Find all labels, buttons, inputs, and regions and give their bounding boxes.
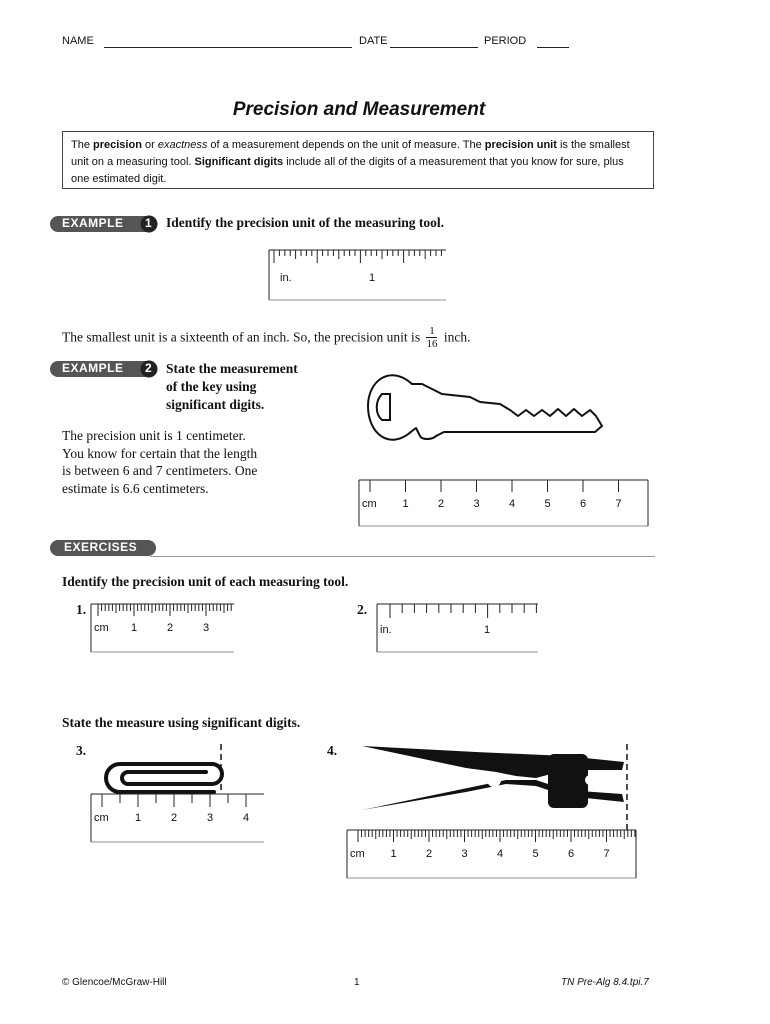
- ruler-label: 6: [580, 498, 587, 510]
- name-field[interactable]: [104, 47, 352, 48]
- ruler-label: 1: [131, 622, 138, 634]
- footer-code: TN Pre-Alg 8.4.tpi.7: [561, 977, 649, 988]
- footer-copyright: © Glencoe/McGraw-Hill: [62, 977, 167, 988]
- example-1-prompt: Identify the precision unit of the measuring tool.: [166, 215, 445, 230]
- ruler-label: 1: [390, 848, 397, 860]
- exercise-3-marker-line: [216, 744, 226, 794]
- date-field[interactable]: [390, 47, 478, 48]
- ruler-label: 7: [615, 498, 622, 510]
- exercise-4-number: 4.: [327, 743, 338, 758]
- fraction: $\frac{1}{16}$: [426, 325, 438, 350]
- page-title: Precision and Measurement: [232, 99, 486, 120]
- ruler-label: 4: [497, 848, 504, 860]
- period-label: PERIOD: [484, 35, 527, 47]
- exercises-divider: [150, 556, 655, 557]
- example-2-prompt: State the measurement of the key using significant digits.: [166, 361, 298, 412]
- ruler-label: 5: [532, 848, 539, 860]
- ruler-label: 3: [207, 812, 214, 824]
- ruler-label: 2: [167, 622, 174, 634]
- ruler-label: 1: [135, 812, 142, 824]
- exercise-2-number: 2.: [357, 602, 368, 617]
- exercises-section-2-heading: State the measure using significant digits.: [62, 715, 301, 730]
- ruler-label: 6: [568, 848, 575, 860]
- example-1-answer: The smallest unit is a sixteenth of an inch. So, the precision unit is $\frac{1}{16}$ inch.: [62, 325, 471, 350]
- exercise-4-marker-line: [622, 744, 632, 834]
- ruler-label: 1: [484, 624, 491, 636]
- exercise-2-ruler: [376, 602, 540, 654]
- ruler-label: 5: [544, 498, 551, 510]
- ruler-label: 2: [438, 498, 445, 510]
- ruler-label: 3: [461, 848, 468, 860]
- example-1-ruler-label: 1: [369, 272, 376, 284]
- exercise-4-ruler-unit: cm: [350, 848, 365, 860]
- exercise-3-number: 3.: [76, 743, 87, 758]
- footer-page-number: 1: [354, 977, 360, 988]
- exercise-2-ruler-unit: in.: [380, 624, 392, 636]
- example-1-ruler-unit: in.: [280, 272, 292, 284]
- paper-clip-icon: [100, 758, 228, 794]
- exercise-3-ruler-unit: cm: [94, 812, 109, 824]
- date-label: DATE: [359, 35, 388, 47]
- ruler-label: 4: [243, 812, 250, 824]
- ruler-label: 1: [402, 498, 409, 510]
- key-icon: [360, 356, 610, 466]
- intro-box: The precision or exactness of a measurement depends on the unit of measure. The precision unit is the smallest unit on a measuring tool. Significant digits include all of the digits of a measurement that you know for sure, plus one estimated digit.: [62, 131, 654, 189]
- ruler-label: 4: [509, 498, 516, 510]
- exercise-1-ruler-unit: cm: [94, 622, 109, 634]
- example-1-ruler: [268, 248, 448, 302]
- ruler-label: 3: [473, 498, 480, 510]
- ruler-label: 3: [203, 622, 210, 634]
- exercise-3-ruler: [90, 792, 266, 844]
- period-field[interactable]: [537, 47, 569, 48]
- example-2-ruler-unit: cm: [362, 498, 377, 510]
- ruler-label: 7: [603, 848, 610, 860]
- exercise-1-ruler: [90, 602, 236, 654]
- ruler-label: 2: [171, 812, 178, 824]
- ruler-label: 2: [426, 848, 433, 860]
- name-label: NAME: [62, 35, 94, 47]
- example-2-explanation: The precision unit is 1 centimeter. You know for certain that the length is between 6 and 7 centimeters. One estimate is 6.6 centimeters.: [62, 428, 258, 496]
- exercise-1-number: 1.: [76, 602, 87, 617]
- exercises-section-1-heading: Identify the precision unit of each measuring tool.: [62, 574, 349, 589]
- clothespin-icon: [356, 740, 636, 816]
